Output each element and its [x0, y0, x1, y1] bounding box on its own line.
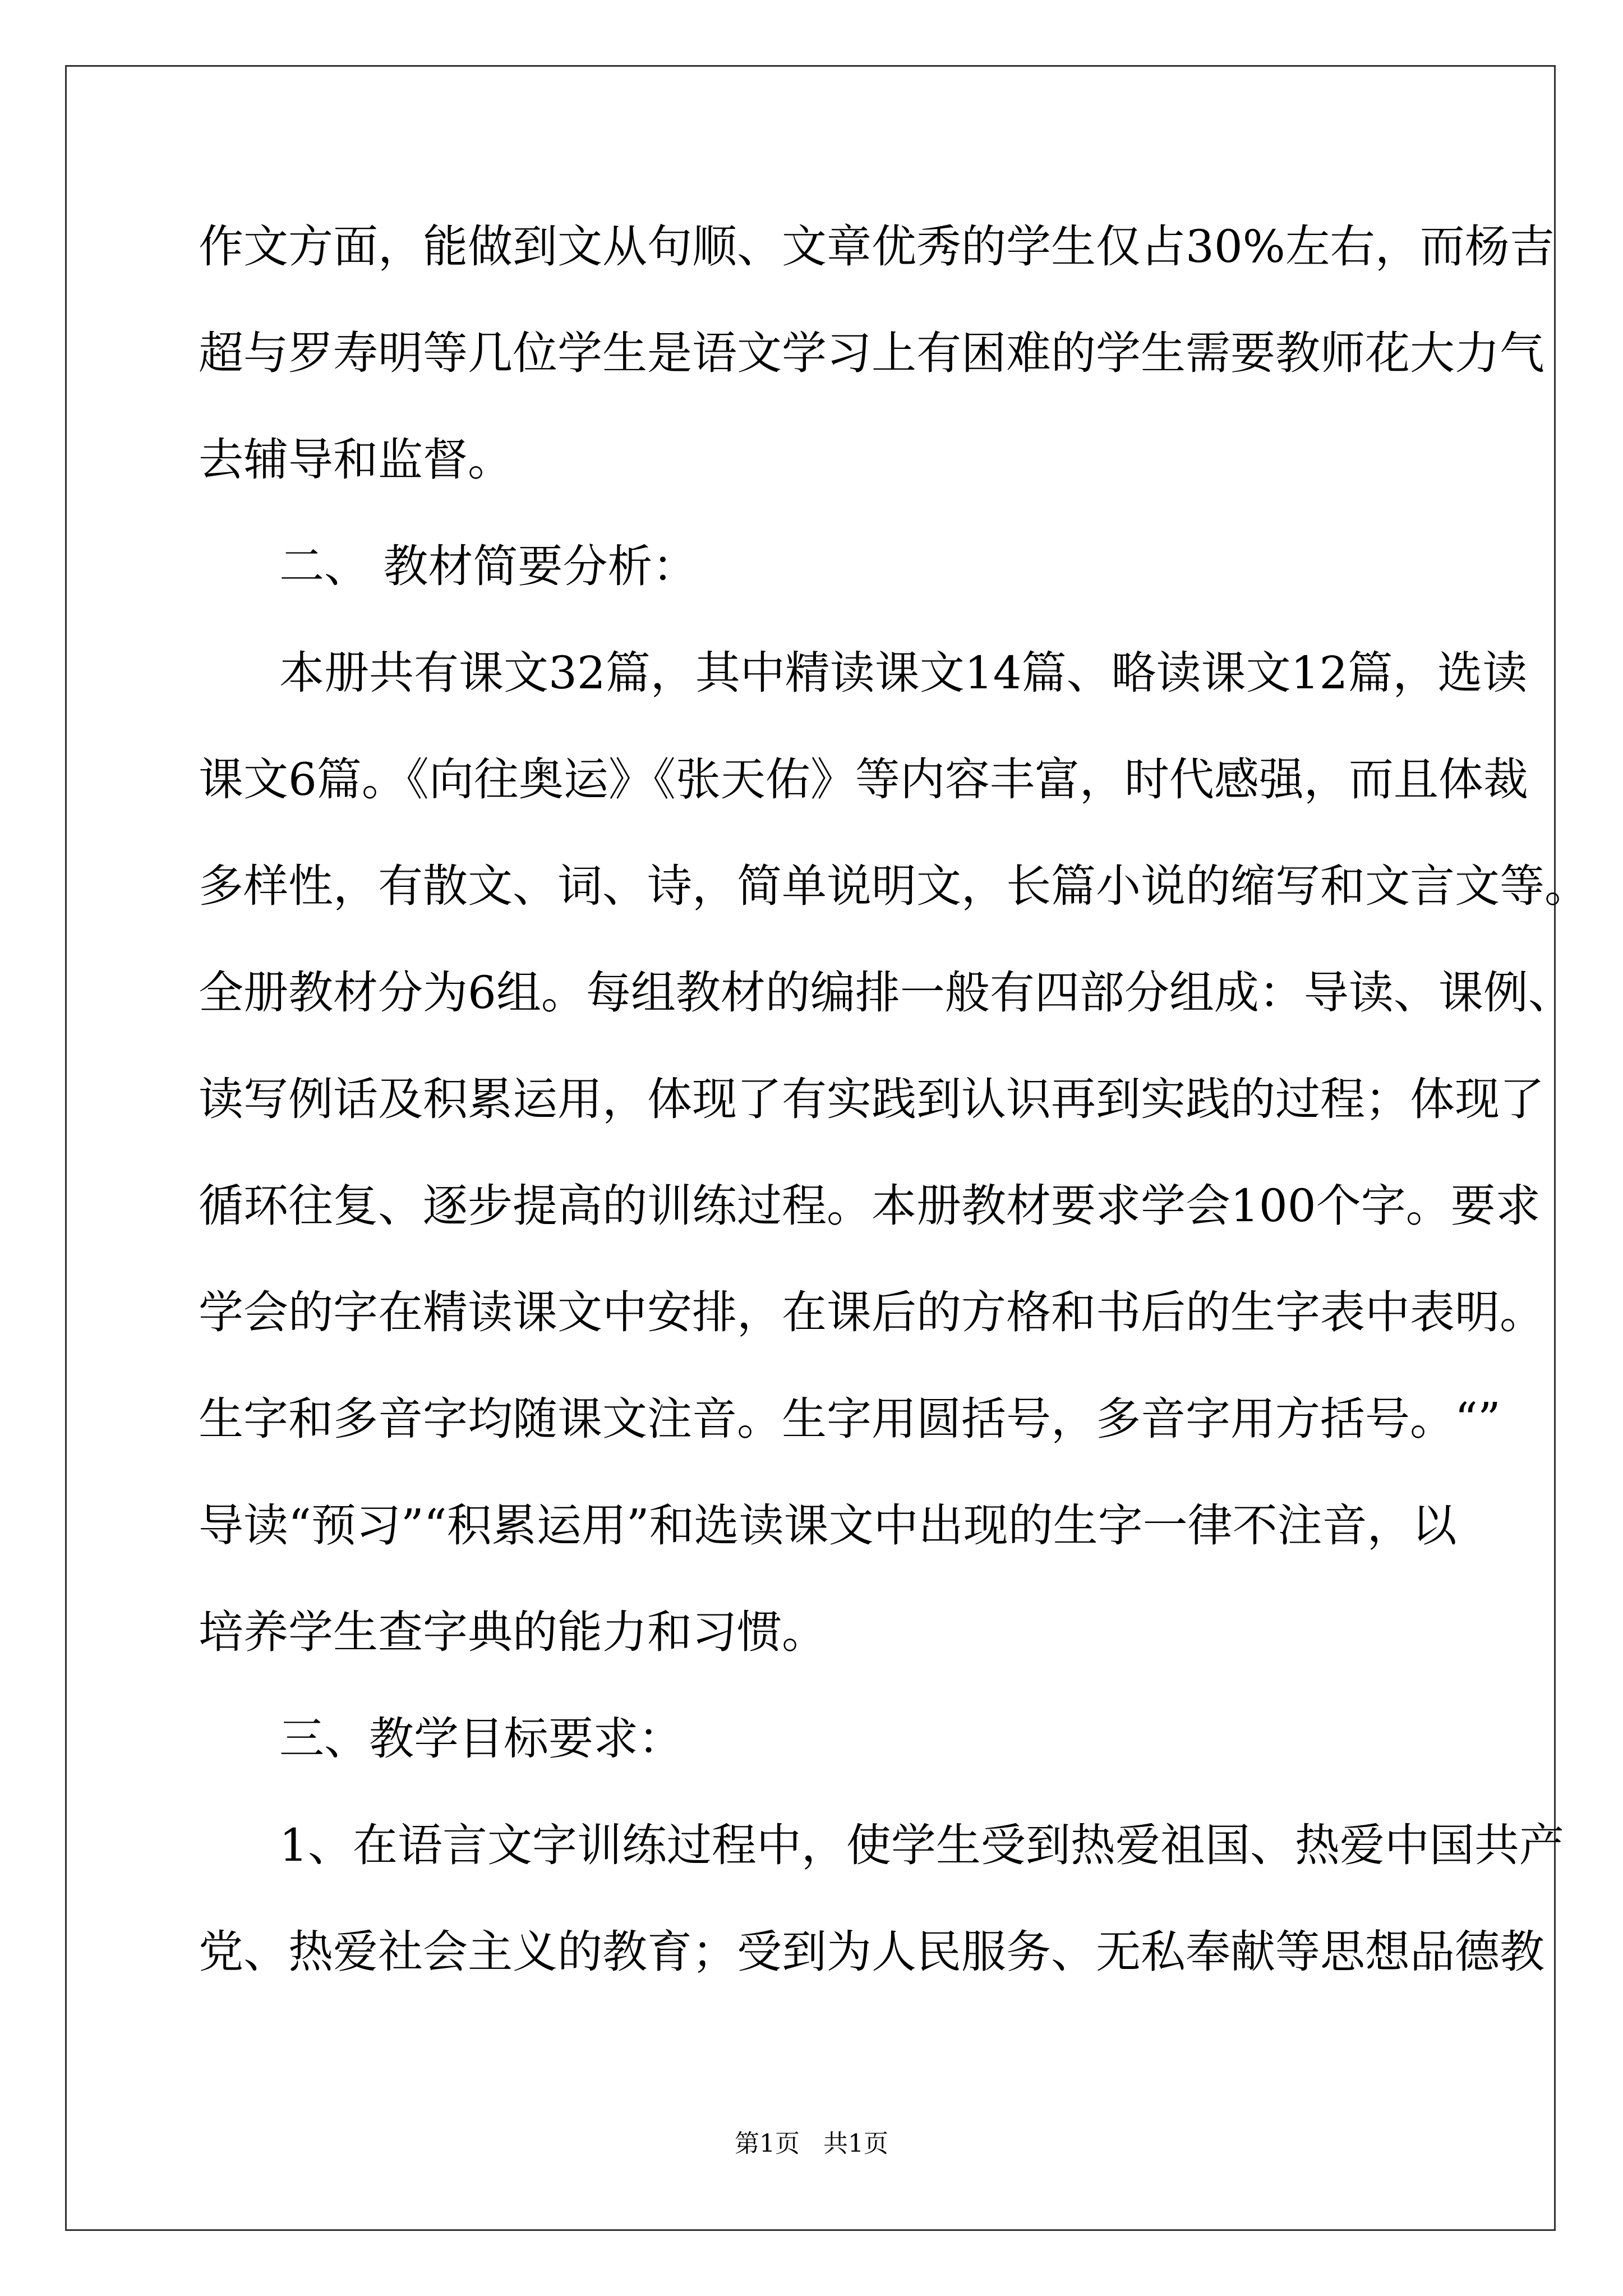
paragraph-line: 超与罗寿明等几位学生是语文学习上有困难的学生需要教师花大力气	[199, 327, 1544, 379]
paragraph-line: 导读“预习”“积累运用”和选读课文中出现的生字一律不注音，以	[199, 1499, 1457, 1552]
page-border	[65, 65, 1556, 2231]
paragraph-line: 生字和多音字均随课文注音。生字用圆括号，多音字用方括号。“”	[199, 1393, 1501, 1445]
page-number-footer: 第1页 共1页	[735, 2129, 888, 2158]
section-heading: 二、 教材简要分析：	[279, 540, 698, 592]
paragraph-line: 课文6篇。《向往奥运》《张天佑》等内容丰富，时代感强，而且体裁	[199, 753, 1528, 806]
paragraph-line: 多样性，有散文、词、诗，简单说明文，长篇小说的缩写和文言文等。	[199, 860, 1589, 912]
paragraph-line: 本册共有课文32篇，其中精读课文14篇、略读课文12篇，选读	[279, 647, 1528, 699]
paragraph-line: 去辅导和监督。	[199, 434, 513, 486]
paragraph-line: 1、在语言文字训练过程中，使学生受到热爱祖国、热爱中国共产	[279, 1819, 1564, 1871]
paragraph-line: 读写例话及积累运用，体现了有实践到认识再到实践的过程；体现了	[199, 1073, 1544, 1125]
paragraph-line: 循环往复、逐步提高的训练过程。本册教材要求学会100个字。要求	[199, 1180, 1541, 1232]
paragraph-line: 党、热爱社会主义的教育；受到为人民服务、无私奉献等思想品德教	[199, 1926, 1544, 1978]
section-heading: 三、教学目标要求：	[279, 1713, 683, 1765]
paragraph-line: 培养学生查字典的能力和习惯。	[199, 1606, 827, 1658]
paragraph-line: 全册教材分为6组。每组教材的编排一般有四部分组成：导读、课例、	[199, 967, 1573, 1019]
paragraph-line: 学会的字在精读课文中安排，在课后的方格和书后的生字表中表明。	[199, 1286, 1544, 1338]
paragraph-line: 作文方面，能做到文从句顺、文章优秀的学生仅占30%左右，而杨吉	[199, 220, 1555, 273]
